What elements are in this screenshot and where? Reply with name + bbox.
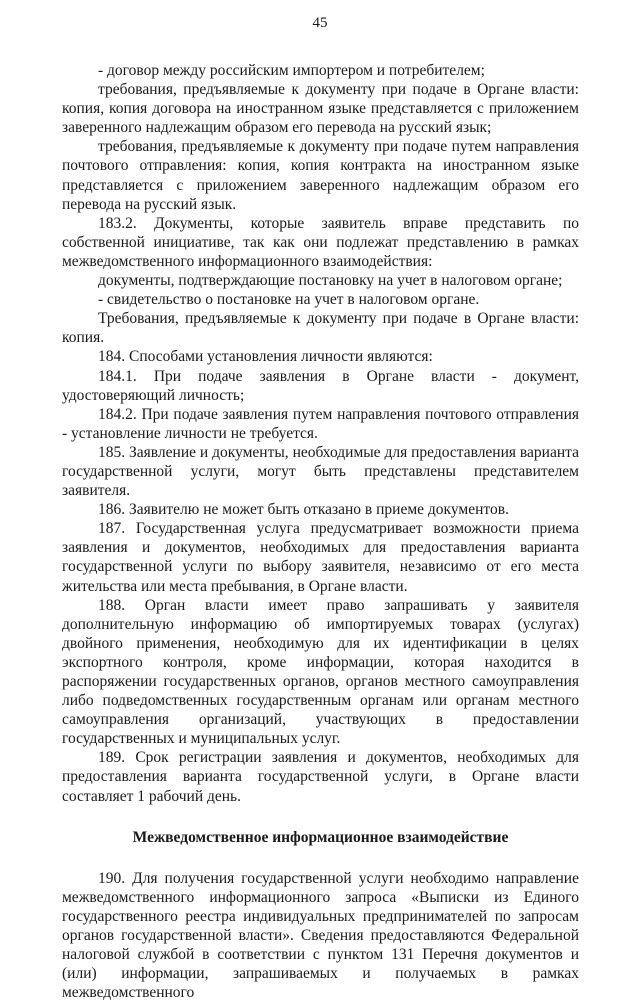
paragraph-tax-certificate: - свидетельство о постановке на учет в налоговом органе.	[98, 291, 480, 309]
paragraph-184-2: 184.2. При подаче заявления путем направления почтового отправления - установление личности не требуется.	[62, 405, 579, 442]
paragraph-185: 185. Заявление и документы, необходимые для предоставления варианта государственной услуги, могут быть представлены представителем заявителя.	[62, 443, 579, 500]
paragraph-184: 184. Способами установления личности являются:	[98, 348, 433, 366]
paragraph-requirements-by-mail: требования, предъявляемые к документу при подаче путем направления почтового отправления: копия, копия контракта на иностранном языке представляется с приложением заверенного надлежащим образом его перевода на русский язык.	[62, 138, 579, 213]
document-body	[62, 61, 579, 1002]
paragraph-188: 188. Орган власти имеет право запрашивать у заявителя дополнительную информацию об импортируемых товарах (услугах) двойного применения, необходимую для их идентификации в целях экспортного контроля, кроме информации, которая находится в распоряжении государственных органов, органов местного самоуправления либо подведомственных государственным органам или органам местного самоуправления организаций, участвующих в предоставлении государственных и муниципальных услуг.	[62, 596, 579, 748]
paragraph-requirements-in-person: требования, предъявляемые к документу при подаче в Органе власти: копия, копия договора на иностранном языке представляется с приложением заверенного надлежащим образом его перевода на русский язык;	[62, 81, 579, 137]
paragraph-187: 187. Государственная услуга предусматривает возможности приема заявления и документов, необходимых для предоставления варианта государственной услуги по выбору заявителя, независимо от его места жительства или места пребывания, в Органе власти.	[62, 520, 579, 595]
paragraph-tax-registration-docs: документы, подтверждающие постановку на учет в налоговом органе;	[98, 272, 563, 290]
page-number: 45	[312, 15, 328, 31]
paragraph-contract: - договор между российским импортером и потребителем;	[98, 62, 485, 79]
paragraph-184-1: 184.1. При подаче заявления в Органе власти - документ, удостоверяющий личность;	[62, 367, 579, 404]
paragraph-186: 186. Заявителю не может быть отказано в приеме документов.	[98, 501, 509, 519]
paragraph-190: 190. Для получения государственной услуги необходимо направление межведомственного информационного запроса «Выписки из Единого государственного реестра индивидуальных предпринимателей по запросам органов государственной власти». Сведения предоставляются Федеральной налоговой службой в соответствии с пунктом 131 Перечня документов и (или) информации, запрашиваемых и получаемых в рамках межведомственного	[62, 869, 579, 1002]
paragraph-183-2: 183.2. Документы, которые заявитель вправе представить по собственной инициативе, так как они подлежат представлению в рамках межведомственного информационного взаимодействия:	[62, 214, 579, 270]
section-heading: Межведомственное информационное взаимодействие	[132, 828, 509, 846]
paragraph-requirements-copy: Требования, предъявляемые к документу при подаче в Органе власти: копия.	[62, 310, 579, 347]
paragraph-189: 189. Срок регистрации заявления и документов, необходимых для предоставления варианта государственной услуги, в Органе власти составляет 1 рабочий день.	[62, 749, 579, 805]
